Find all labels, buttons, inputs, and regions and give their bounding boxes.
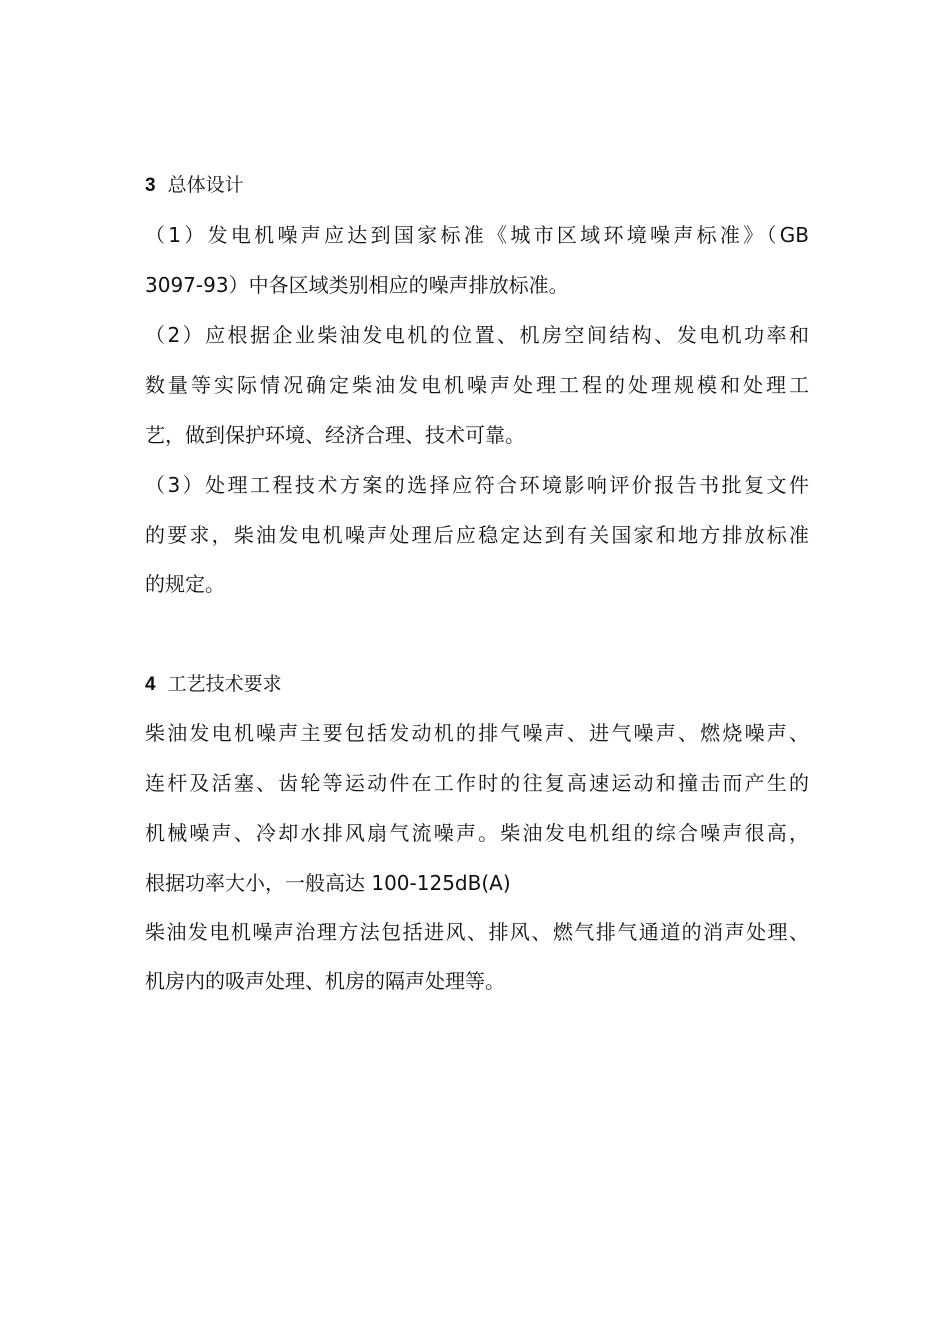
section-4-line: 根据功率大小，一般高达 100-125dB(A) — [145, 871, 511, 895]
section-3-line: （3）处理工程技术方案的选择应符合环境影响评价报告书批复文件 — [145, 473, 809, 497]
section-3-number: 3 — [145, 175, 156, 196]
section-4-heading — [145, 672, 809, 696]
section-3-line: 的规定。 — [145, 572, 225, 596]
section-3-line: 的要求，柴油发电机噪声处理后应稳定达到有关国家和地方排放标准 — [145, 523, 809, 547]
section-3-line: 数量等实际情况确定柴油发电机噪声处理工程的处理规模和处理工 — [145, 373, 809, 397]
section-3-heading — [145, 173, 809, 197]
section-4-line: 连杆及活塞、齿轮等运动件在工作时的往复高速运动和撞击而产生的 — [145, 771, 809, 795]
section-4-number: 4 — [145, 674, 156, 695]
section-3-line: （1）发电机噪声应达到国家标准《城市区域环境噪声标准》（GB — [145, 223, 809, 247]
section-4-line: 柴油发电机噪声治理方法包括进风、排风、燃气排气通道的消声处理、 — [145, 920, 809, 944]
section-4-line: 机房内的吸声处理、机房的隔声处理等。 — [145, 969, 505, 993]
section-4-title: 工艺技术要求 — [167, 673, 282, 695]
section-4-line: 机械噪声、冷却水排风扇气流噪声。柴油发电机组的综合噪声很高， — [145, 821, 809, 845]
section-3-line: 艺，做到保护环境、经济合理、技术可靠。 — [145, 423, 525, 447]
section-3-line: （2）应根据企业柴油发电机的位置、机房空间结构、发电机功率和 — [145, 323, 809, 347]
section-3-line: 3097-93）中各区域类别相应的噪声排放标准。 — [145, 273, 569, 297]
section-4-line: 柴油发电机噪声主要包括发动机的排气噪声、进气噪声、燃烧噪声、 — [145, 721, 809, 745]
section-3-title: 总体设计 — [167, 174, 244, 196]
